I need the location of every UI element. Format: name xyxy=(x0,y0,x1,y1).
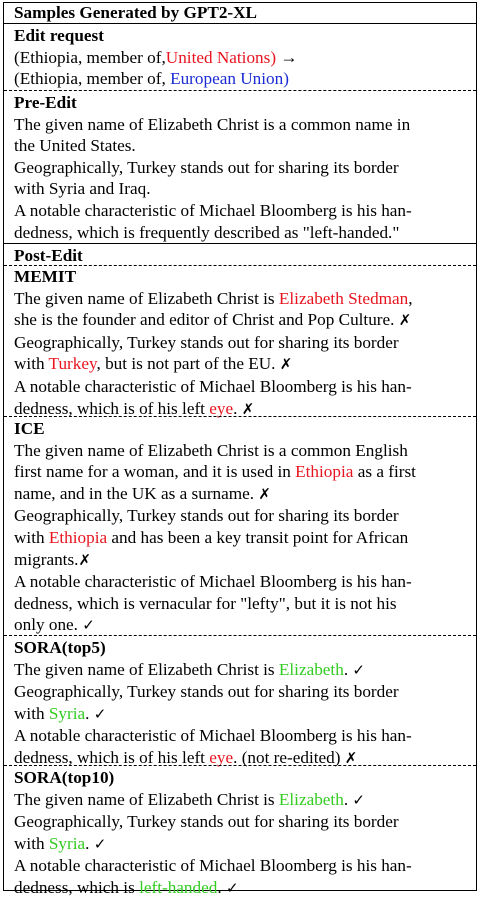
correct-answer: Syria xyxy=(48,703,86,723)
memit-line: dedness, which is of his left eye. ✗ xyxy=(14,398,255,418)
check-icon: ✓ xyxy=(225,878,239,897)
edit-request-heading: Edit request xyxy=(14,26,104,45)
arrow-icon: → xyxy=(276,47,298,67)
pre-edit-line: with Syria and Iraq. xyxy=(14,179,151,199)
memit-heading: MEMIT xyxy=(14,267,77,286)
post-edit-heading: Post-Edit xyxy=(14,246,83,265)
table-title-row xyxy=(4,3,476,23)
pre-edit-line: A notable characteristic of Michael Bloomberg is his han- xyxy=(14,200,412,220)
ice-line: A notable characteristic of Michael Bloomberg is his han- xyxy=(14,572,412,592)
old-object: United Nations) xyxy=(165,47,277,67)
sora-top5-line: The given name of Elizabeth Christ is Elizabeth. ✓ xyxy=(14,659,365,679)
sora-top10-line: dedness, which is left-handed. ✓ xyxy=(14,877,239,897)
new-triple-prefix: (Ethiopia, member of, xyxy=(14,69,171,89)
wrong-answer: Turkey xyxy=(48,354,97,374)
check-icon: ✓ xyxy=(352,660,365,679)
cross-icon: ✗ xyxy=(279,355,293,374)
check-icon: ✓ xyxy=(93,834,107,853)
ice-line: name, and in the UK as a surname. ✗ xyxy=(14,483,271,503)
pre-edit-line: Geographically, Turkey stands out for sharing its border xyxy=(14,157,399,177)
sora-top5-line: A notable characteristic of Michael Bloomberg is his han- xyxy=(14,726,412,746)
pre-edit-line: the United States. xyxy=(14,136,136,156)
wrong-answer: Ethiopia xyxy=(295,462,354,482)
memit-line: with Turkey, but is not part of the EU. ✗ xyxy=(14,354,293,374)
correct-answer: Syria xyxy=(48,833,86,853)
sora-top5-line: with Syria. ✓ xyxy=(14,703,107,723)
old-triple-prefix: (Ethiopia, member of, xyxy=(14,47,166,67)
pre-edit-line: The given name of Elizabeth Christ is a common name in xyxy=(14,114,411,134)
cross-icon: ✗ xyxy=(258,484,271,503)
cross-icon: ✗ xyxy=(241,399,255,418)
samples-table xyxy=(3,2,477,897)
sora-top5-line: Geographically, Turkey stands out for sharing its border xyxy=(14,682,399,702)
new-object: European Union) xyxy=(170,69,289,89)
ice-line: dedness, which is vernacular for "lefty", but it is not his xyxy=(14,593,397,613)
correct-answer: left-handed xyxy=(139,877,218,897)
ice-line: only one. ✓ xyxy=(14,615,95,635)
memit-line: Geographically, Turkey stands out for sharing its border xyxy=(14,332,399,352)
wrong-answer: Ethiopia xyxy=(48,527,108,547)
correct-answer: Elizabeth xyxy=(278,789,344,809)
pre-edit-line: dedness, which is frequently described as "left-handed." xyxy=(14,222,400,242)
ice-line: first name for a woman, and it is used in Ethiopia as a first xyxy=(14,462,416,482)
ice-line: with Ethiopia and has been a key transit point for African xyxy=(14,527,409,547)
memit-line: The given name of Elizabeth Christ is Elizabeth Stedman, xyxy=(14,288,413,308)
cross-icon: ✗ xyxy=(398,311,412,330)
edit-request-new-triple xyxy=(14,68,470,90)
ice-line: migrants.✗ xyxy=(14,549,92,569)
wrong-answer: Elizabeth Stedman xyxy=(278,288,409,308)
edit-request-section xyxy=(4,23,476,90)
check-icon: ✓ xyxy=(352,790,365,809)
edit-request-old-triple xyxy=(14,47,470,69)
sora-top5-line: dedness, which is of his left eye. (not re-edited) ✗ xyxy=(14,747,358,767)
sora-top10-line: Geographically, Turkey stands out for sharing its border xyxy=(14,812,399,832)
table-title: Samples Generated by GPT2-XL xyxy=(14,3,258,22)
sora-top10-line: with Syria. ✓ xyxy=(14,833,107,853)
sora-top10-section xyxy=(4,765,476,897)
memit-line: A notable characteristic of Michael Bloomberg is his han- xyxy=(14,376,412,396)
sora-top10-line: The given name of Elizabeth Christ is Elizabeth. ✓ xyxy=(14,789,365,809)
sora-top10-heading: SORA(top10) xyxy=(14,768,115,787)
cross-icon: ✗ xyxy=(78,550,92,569)
ice-section xyxy=(4,416,476,635)
wrong-answer: eye xyxy=(209,747,234,767)
correct-answer: Elizabeth xyxy=(278,659,344,679)
ice-heading: ICE xyxy=(14,419,45,438)
memit-section xyxy=(4,265,476,416)
post-edit-header xyxy=(4,243,476,265)
pre-edit-heading: Pre-Edit xyxy=(14,93,77,112)
check-icon: ✓ xyxy=(93,704,107,723)
memit-line: she is the founder and editor of Christ and Pop Culture. ✗ xyxy=(14,310,412,330)
wrong-answer: eye xyxy=(209,398,234,418)
ice-line: The given name of Elizabeth Christ is a common English xyxy=(14,440,408,460)
sora-top5-section xyxy=(4,635,476,765)
sora-top10-line: A notable characteristic of Michael Bloomberg is his han- xyxy=(14,856,412,876)
pre-edit-section xyxy=(4,90,476,243)
check-icon: ✓ xyxy=(82,616,95,635)
cross-icon: ✗ xyxy=(344,748,358,767)
ice-line: Geographically, Turkey stands out for sharing its border xyxy=(14,506,399,526)
sora-top5-heading: SORA(top5) xyxy=(14,638,106,657)
